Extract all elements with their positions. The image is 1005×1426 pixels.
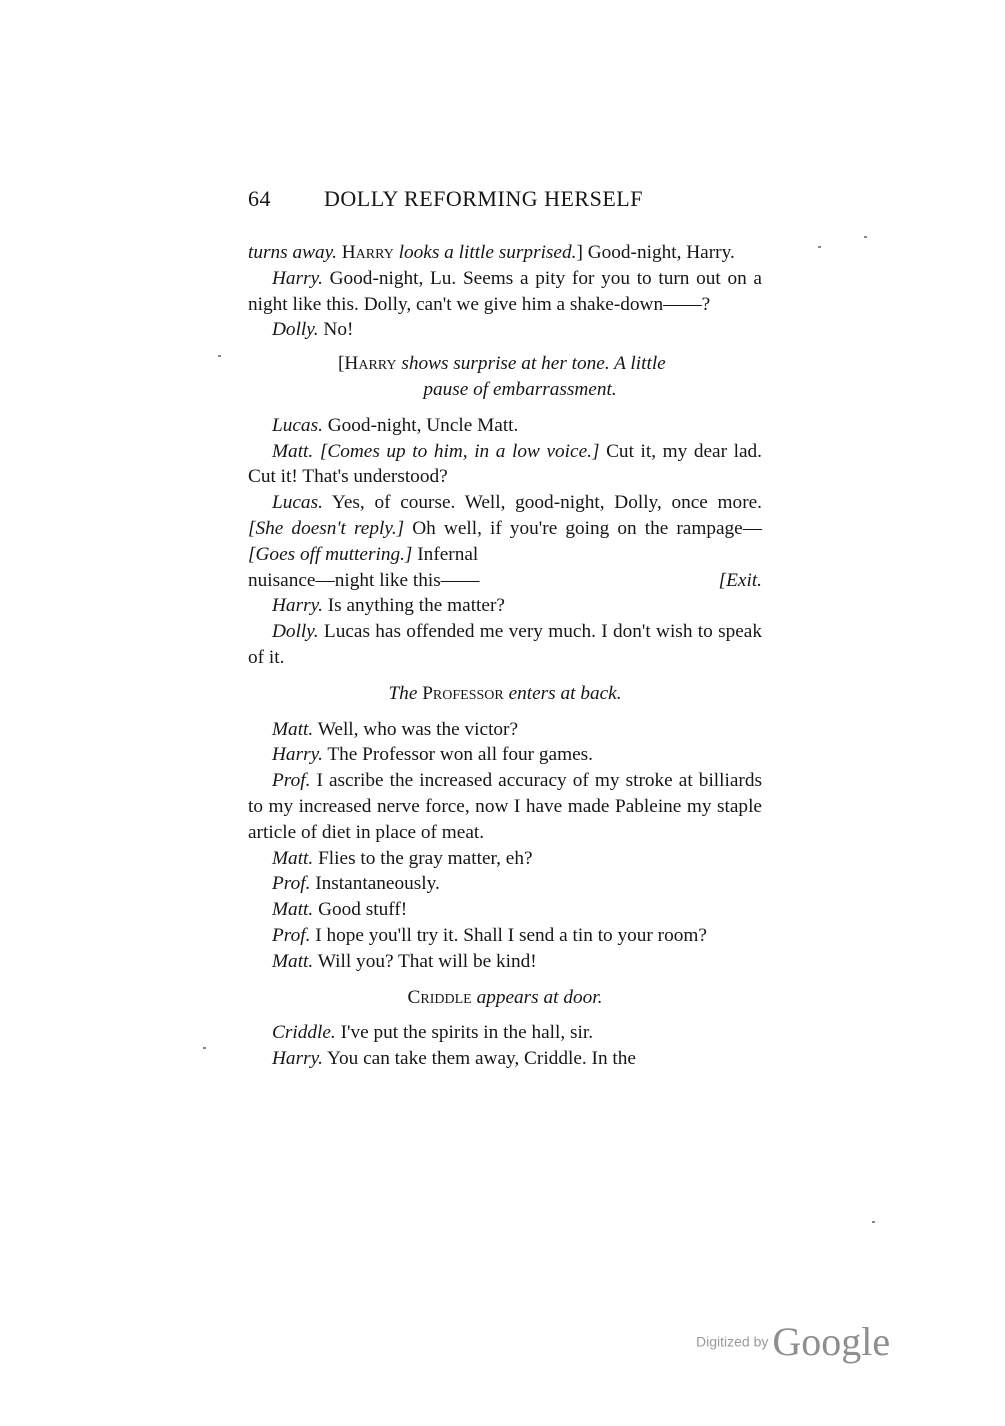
paragraph <box>248 742 762 768</box>
dialogue: No! <box>323 319 354 341</box>
paragraph <box>248 619 762 671</box>
paragraph <box>248 490 762 567</box>
dialogue: Oh well, if you're going on the rampage— <box>412 517 763 539</box>
paragraph <box>248 317 762 343</box>
paragraph <box>248 1046 762 1072</box>
dialogue: I hope you'll try it. Shall I send a tin to your room? <box>315 924 707 946</box>
speaker: Criddle. <box>272 1022 336 1044</box>
paragraph <box>248 240 762 266</box>
speaker: Matt. <box>272 440 314 462</box>
dialogue: I've put the spirits in the hall, sir. <box>340 1022 594 1044</box>
dialogue: Lucas has offended me very much. I don't wish to speak of it. <box>248 621 762 668</box>
google-logo: Google <box>772 1319 891 1364</box>
speaker: Harry. <box>272 744 323 766</box>
scan-speck <box>872 1221 875 1223</box>
stage-direction-block <box>248 985 762 1011</box>
dialogue: Instantaneously. <box>315 873 440 895</box>
paragraph <box>248 949 762 975</box>
stage-direction-block <box>338 351 762 403</box>
stage-direction-block <box>248 681 762 707</box>
stage-direction: [Goes off muttering.] <box>248 543 413 565</box>
scan-speck <box>864 236 867 238</box>
stage-direction: [She doesn't reply.] <box>248 517 405 539</box>
paragraph <box>248 768 762 845</box>
dialogue: Infernal <box>417 543 479 565</box>
speaker: Dolly. <box>272 319 319 341</box>
speaker: Harry. <box>272 1048 323 1070</box>
paragraph <box>248 413 762 439</box>
paragraph <box>248 846 762 872</box>
dialogue: Yes, of course. Well, good-night, Dolly, once more. <box>331 492 762 514</box>
paragraph <box>248 923 762 949</box>
dialogue: Flies to the gray matter, eh? <box>318 847 533 869</box>
dialogue: Cut it, my dear lad. Cut it! That's understood? <box>248 440 762 488</box>
speaker: Matt. <box>272 718 314 740</box>
character-name: Professor <box>422 682 504 704</box>
paragraph <box>248 1020 762 1046</box>
paragraph <box>248 897 762 923</box>
speaker: Matt. <box>272 899 314 921</box>
digitized-watermark <box>696 1318 890 1365</box>
watermark-prefix: Digitized by <box>696 1333 769 1350</box>
speaker: Lucas. <box>272 414 323 436</box>
stage-direction: turns away. <box>248 242 337 263</box>
exit-line <box>248 568 762 594</box>
stage-direction: The <box>388 682 418 704</box>
paragraph <box>248 871 762 897</box>
scan-speck <box>203 1047 206 1049</box>
stage-direction: enters at back. <box>508 682 622 704</box>
scan-speck <box>218 355 221 357</box>
dialogue: You can take them away, Criddle. In the <box>327 1048 636 1070</box>
character-name: Harry <box>341 242 394 263</box>
speaker: Lucas. <box>272 492 323 514</box>
speaker: Matt. <box>272 950 314 972</box>
stage-direction: looks a little surprised. <box>398 242 577 263</box>
dialogue: The Professor won all four games. <box>327 744 593 766</box>
dialogue: Will you? That will be kind! <box>317 950 537 972</box>
speaker: Dolly. <box>272 621 319 643</box>
dialogue: Good-night, Uncle Matt. <box>327 414 519 436</box>
stage-direction: appears at door. <box>476 986 603 1008</box>
bracket: [ <box>338 353 345 375</box>
dialogue: Is anything the matter? <box>327 595 505 617</box>
dialogue: Well, who was the victor? <box>317 718 519 740</box>
speaker: Harry. <box>272 267 323 289</box>
character-name: Harry <box>344 353 397 375</box>
page-body <box>248 240 762 1072</box>
dialogue: ] Good-night, Harry. <box>576 242 735 263</box>
character-name: Criddle <box>407 986 472 1008</box>
speaker: Harry. <box>272 595 323 617</box>
dialogue: nuisance—night like this—— <box>248 569 480 591</box>
dialogue: Good stuff! <box>318 899 408 921</box>
speaker: Prof. <box>272 770 311 792</box>
page-number: 64 <box>248 186 271 211</box>
stage-direction: shows surprise at her tone. A little <box>401 353 666 375</box>
stage-direction: pause of embarrassment. <box>423 378 617 400</box>
page-header <box>248 186 768 212</box>
speaker: Prof. <box>272 873 311 895</box>
speaker: Prof. <box>272 924 311 946</box>
paragraph <box>248 266 762 318</box>
paragraph <box>248 439 762 491</box>
stage-direction: [Comes up to him, in a low voice.] <box>319 440 600 462</box>
paragraph <box>248 593 762 619</box>
paragraph <box>248 717 762 743</box>
speaker: Matt. <box>272 847 314 869</box>
scan-speck <box>818 246 821 248</box>
running-title: DOLLY REFORMING HERSELF <box>324 186 643 211</box>
dialogue: Good-night, Lu. Seems a pity for you to turn out on a night like this. Dolly, can't we give him a shake-down——? <box>248 267 762 315</box>
stage-direction-exit: [Exit. <box>718 569 762 591</box>
dialogue: I ascribe the increased accuracy of my stroke at billiards to my increased nerve force, now I have made Pableine my staple article of diet in place of meat. <box>248 770 762 843</box>
